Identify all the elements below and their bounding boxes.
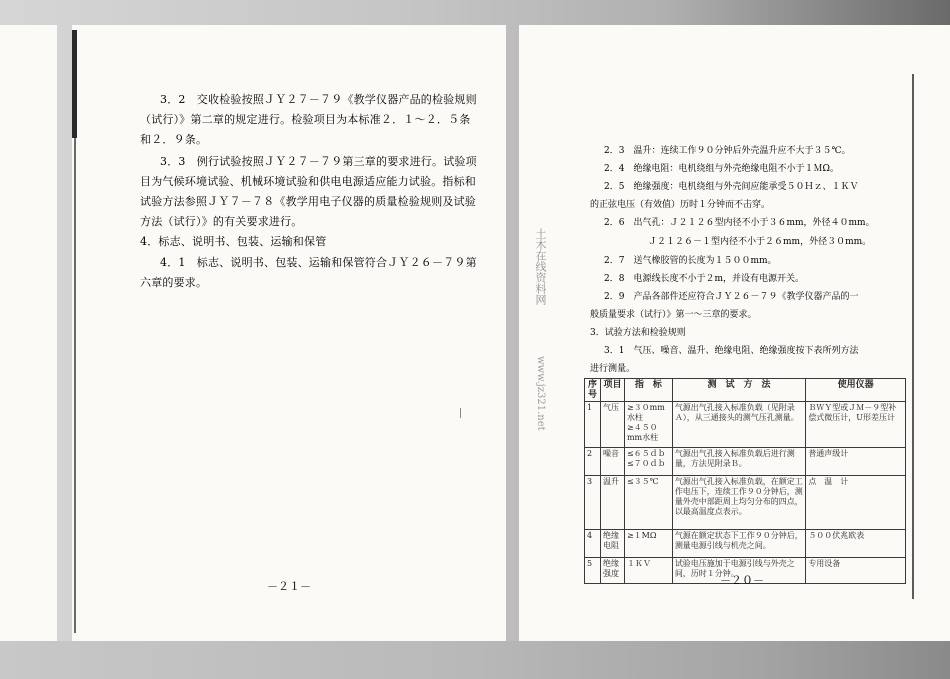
table-header: 指 标: [624, 379, 672, 402]
right-line-10: 般质量要求（试行）》第一～三章的要求。: [590, 310, 757, 320]
table-cell: 气源出气孔接入标准负载后进行测量，方法见附录Ｂ。: [672, 448, 806, 476]
table-cell: 绝缘强度: [600, 558, 624, 584]
table-cell: 3: [585, 476, 601, 530]
left-line-2: （试行）》第二章的规定进行。检验项目为本标准２．１～２．５条: [140, 113, 471, 126]
right-line-12: 3．1 气压、噪音、温升、绝缘电阻、绝缘强度按下表所列方法: [604, 346, 859, 356]
table-cell: ５００伏兆欧表: [806, 530, 906, 558]
left-page-number: －２１－: [267, 580, 311, 593]
viewer-background: [0, 641, 950, 679]
right-line-6: Ｊ２１２６－１型内径不小于２６mm，外径３０mm。: [648, 237, 872, 247]
table-cell: 试验电压施加于电源引线与外壳之间，历时１分钟。: [672, 558, 806, 584]
watermark-url: www.jz321.net: [535, 356, 546, 431]
left-line-5: 目为气候环境试验、机械环境试验和供电电源适应能力试验。指标和: [140, 175, 476, 188]
table-cell: 普通声级计: [806, 448, 906, 476]
table-cell: 噪音: [600, 448, 624, 476]
right-line-2: 2．4 绝缘电阻：电机绕组与外壳绝缘电阻不小于１ＭΩ。: [604, 164, 839, 174]
table-row: [585, 476, 906, 530]
table-cell: 温升: [600, 476, 624, 530]
left-line-1: 3．2 交收检验按照ＪＹ２７－７９《教学仪器产品的检验规则: [160, 93, 477, 106]
table-header: 使用仪器: [806, 379, 906, 402]
left-line-3: 和２．９条。: [140, 133, 208, 146]
right-line-4: 的正弦电压（有效值）历时１分钟而不击穿。: [590, 200, 771, 210]
left-line-10: 六章的要求。: [140, 276, 208, 289]
table-cell: ≤６５ｄｂ ≤７０ｄｂ: [624, 448, 672, 476]
previous-page-edge: [0, 25, 57, 641]
page-edge-line: [912, 74, 914, 599]
right-line-8: 2．8 电源线长度不小于２m，并设有电源开关。: [604, 274, 804, 284]
right-page-number: －２０－: [720, 574, 764, 587]
watermark-site-name: 土木在线资料网: [534, 228, 547, 305]
table-cell: 专用设备: [806, 558, 906, 584]
table-header: 测 试 方 法: [672, 379, 806, 402]
scan-mark: [460, 408, 461, 418]
table-cell: 5: [585, 558, 601, 584]
right-line-13: 进行测量。: [590, 364, 636, 374]
left-line-7: 方法（试行）》的有关要求进行。: [140, 215, 303, 228]
table-header: 序号: [585, 379, 601, 402]
table-header-row: [585, 379, 906, 402]
right-heading-3: 3．试验方法和检验规则: [590, 328, 686, 338]
left-line-9: 4．1 标志、说明书、包装、运输和保管符合ＪＹ２６－７９第: [160, 256, 477, 269]
left-line-4: 3．3 例行试验按照ＪＹ２７－７９第三章的要求进行。试验项: [160, 155, 477, 168]
table-cell: ≥１MΩ: [624, 530, 672, 558]
table-row: [585, 402, 906, 448]
table-cell: 4: [585, 530, 601, 558]
table-row: [585, 530, 906, 558]
table-cell: ≤３５℃: [624, 476, 672, 530]
table-cell: 绝缘电阻: [600, 530, 624, 558]
table-cell: 气源出气孔接入标准负载，在额定工作电压下，连续工作９０分钟后，测量外壳中部距周上均匀分布的四点，以最高温度点表示。: [672, 476, 806, 530]
table-cell: １ＫＶ: [624, 558, 672, 584]
table-cell: 2: [585, 448, 601, 476]
left-heading-4: 4．标志、说明书、包装、运输和保管: [140, 235, 327, 248]
table-cell: 气压: [600, 402, 624, 448]
page-binding-shadow: [72, 30, 77, 138]
table-header: 项目: [600, 379, 624, 402]
table-row: [585, 448, 906, 476]
right-line-5: 2．6 出气孔：Ｊ２１２６型内径不小于３６mm，外径４０mm。: [604, 218, 875, 228]
right-line-3: 2．5 绝缘强度：电机绕组与外壳间应能承受５０Ｈｚ、１ＫＶ: [604, 182, 859, 192]
table-cell: 点 温 计: [806, 476, 906, 530]
left-line-6: 试验方法参照ＪＹ７－７８《教学用电子仪器的质量检验规则及试验: [140, 195, 476, 208]
right-line-9: 2．9 产品各部件还应符合ＪＹ２６－７９《教学仪器产品的一: [604, 292, 859, 302]
test-method-table: [584, 378, 906, 584]
right-line-7: 2．7 送气橡胶管的长度为１５００mm。: [604, 256, 777, 266]
table-cell: 1: [585, 402, 601, 448]
table-cell: 气源出气孔接入标准负载（见附录Ａ），从三通接头的测气压孔测量。: [672, 402, 806, 448]
page-binding-line: [74, 138, 76, 633]
right-line-1: 2．3 温升：连续工作９０分钟后外壳温升应不大于３５℃。: [604, 146, 851, 156]
table-cell: 气源在额定状态下工作９０分钟后，测量电源引线与机壳之间。: [672, 530, 806, 558]
table-cell: ≥３０mm水柱 ≥４５０mm水柱: [624, 402, 672, 448]
table-cell: ＢＷＹ型或ＪＭ－９型补偿式微压计，U形差压计: [806, 402, 906, 448]
